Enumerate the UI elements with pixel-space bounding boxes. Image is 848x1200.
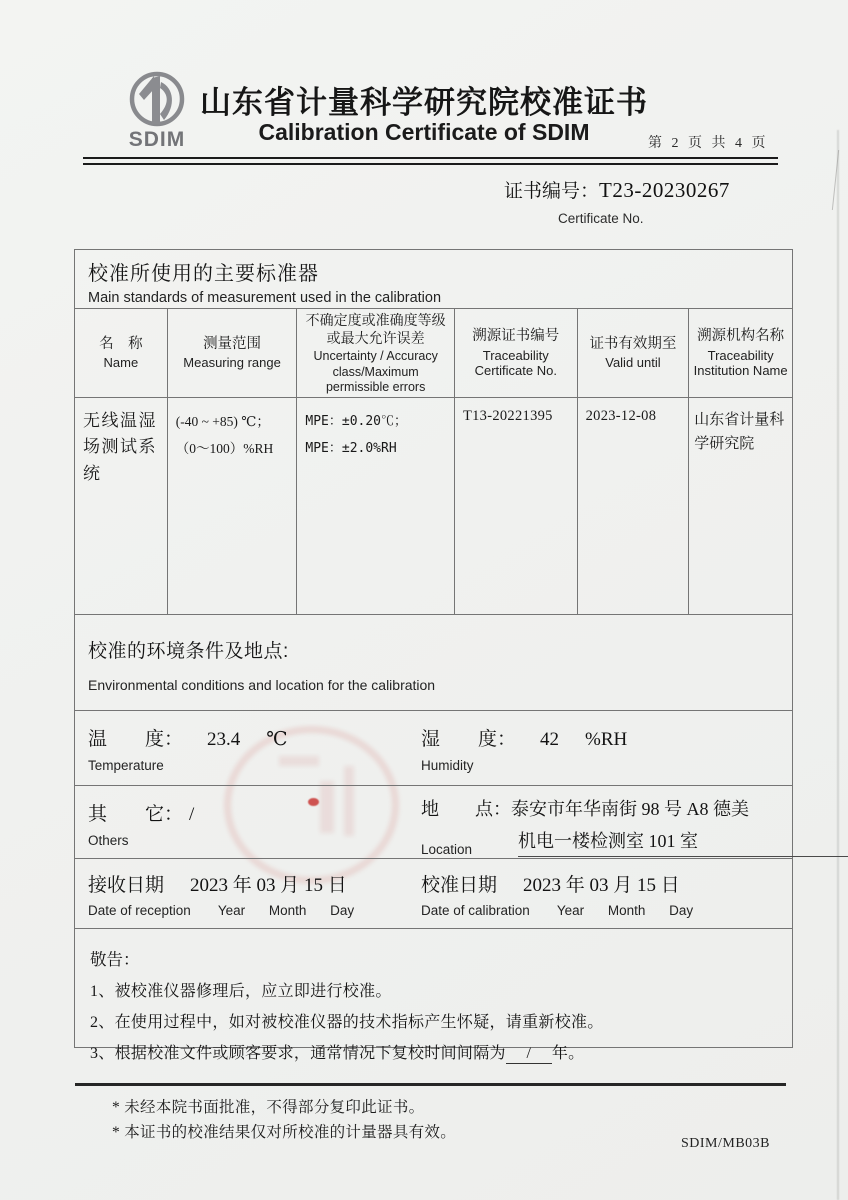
reception-date-line: [88, 870, 354, 897]
environment-title-en: Environmental conditions and location for the calibration: [88, 677, 436, 693]
column-header-institution-zh: 溯源机构名称: [697, 327, 785, 344]
reception-date-sub: [88, 903, 354, 918]
column-header-traceability-no-en: Traceability Certificate No.: [474, 347, 557, 379]
header-double-rule: [83, 157, 778, 165]
calibration-ymd-en: Year Month Day: [556, 903, 694, 918]
standards-section-header: [75, 250, 792, 309]
calibration-date-sub: [421, 903, 781, 918]
form-code: SDIM/MB03B: [681, 1136, 771, 1151]
footer-note-2: * 本证书的校准结果仅对所校准的计量器具有效。: [112, 1124, 457, 1141]
notice-item-2: 2、在使用过程中，如对被校准仪器的技术指标产生怀疑，请重新校准。: [90, 1014, 604, 1031]
standards-table-header-row: [75, 309, 792, 398]
range-line-2: （0～100）%RH: [175, 441, 274, 456]
location-value-line1: 泰安市年华南街 98 号 A8 德美: [511, 799, 749, 819]
page-title-en: Calibration Certificate of SDIM: [258, 119, 590, 145]
cell-traceability-no: T13-20221395: [455, 398, 578, 614]
calibration-date-line: [421, 870, 781, 897]
range-line-1: (-40 ~ +85) ℃；: [175, 414, 270, 429]
calibration-date-block: [421, 870, 781, 918]
humidity-unit: %RH: [585, 729, 628, 750]
footer-rule: [75, 1083, 786, 1086]
temperature-block: [88, 724, 288, 773]
humidity-label-zh: 湿 度：: [421, 729, 517, 750]
calibration-date-label-en: Date of calibration: [421, 903, 530, 918]
location-value-line2: 机电一楼检测室 101 室: [518, 827, 848, 857]
footer-notes: [112, 1095, 456, 1145]
reception-date-label-zh: 接收日期: [88, 875, 165, 896]
cell-institution: 山东省计量科学研究院: [694, 412, 785, 452]
column-header-valid-until: [578, 309, 690, 397]
humidity-value: 42: [540, 729, 560, 750]
page-title-zh: 山东省计量科学研究院校准证书: [200, 85, 648, 120]
temperature-unit: ℃: [266, 729, 288, 750]
logo-text: SDIM: [128, 128, 186, 151]
reception-date-value: 2023 年 03 月 15 日: [190, 875, 347, 896]
dates-row: [75, 859, 792, 929]
others-block: [88, 799, 194, 848]
location-label-en: Location: [421, 842, 473, 857]
column-header-traceability-no-zh: 溯源证书编号: [472, 327, 560, 344]
column-header-uncertainty: [297, 309, 455, 397]
temperature-line: [88, 724, 288, 751]
others-line: [88, 799, 194, 826]
column-header-name-en: Name: [103, 355, 139, 371]
temperature-label-zh: 温 度：: [88, 729, 184, 750]
temperature-humidity-row: [75, 711, 792, 786]
column-header-valid-until-en: Valid until: [605, 355, 661, 371]
temperature-label-en: Temperature: [88, 758, 164, 773]
others-value: /: [189, 804, 195, 825]
cell-standard-name: 无线温湿场测试系统: [75, 398, 168, 614]
others-label-zh: 其 它：: [88, 804, 184, 825]
standards-title-en: Main standards of measurement used in the calibration: [88, 290, 442, 306]
notice-item-3-suffix: 年。: [551, 1045, 585, 1062]
column-header-name-zh: 名 称: [99, 335, 143, 352]
column-header-institution-en: Traceability Institution Name: [693, 347, 788, 379]
humidity-label-en: Humidity: [421, 758, 474, 773]
certificate-number-line: [504, 176, 730, 203]
calibration-date-value: 2023 年 03 月 15 日: [523, 875, 680, 896]
calibration-form-table: [74, 249, 793, 1062]
location-line-2: [421, 827, 848, 857]
mpe-line-1: MPE：±0.20℃；: [305, 414, 408, 429]
standards-title-zh: 校准所使用的主要标准器: [88, 263, 319, 285]
others-label-en: Others: [88, 833, 129, 848]
environment-section-header: [75, 615, 792, 711]
column-header-name: [75, 309, 168, 397]
reception-date-label-en: Date of reception: [88, 903, 191, 918]
certificate-number-label: 证书编号：: [504, 181, 600, 202]
location-label-zh: 地 点：: [421, 799, 511, 819]
notice-item-3-prefix: 3、根据校准文件或顾客要求，通常情况下复校时间间隔为: [90, 1045, 506, 1062]
certificate-number-label-en: Certificate No.: [558, 211, 644, 226]
reception-date-block: [88, 870, 354, 918]
cell-measuring-range: [168, 398, 298, 614]
column-header-uncertainty-zh: 不确定度或准确度等级或最大允许误差: [305, 311, 446, 347]
paper-edge-notch: [832, 150, 847, 210]
certificate-number-value: T23-20230267: [599, 178, 730, 202]
column-header-traceability-no: [455, 309, 578, 397]
location-line-1: [421, 795, 781, 821]
footer-note-1: * 未经本院书面批准，不得部分复印此证书。: [112, 1099, 425, 1116]
column-header-range-zh: 测量范围: [203, 335, 262, 352]
reception-ymd-en: Year Month Day: [217, 903, 355, 918]
environment-title-zh: 校准的环境条件及地点:: [88, 641, 289, 662]
paper-crease: [837, 130, 839, 1200]
notice-item-3-blank: /: [506, 1046, 552, 1064]
location-block: [421, 795, 781, 857]
notice-section: [75, 929, 792, 1062]
standards-table-data-row: [75, 398, 792, 615]
cell-mpe: [297, 398, 455, 614]
calibration-date-label-zh: 校准日期: [421, 875, 498, 896]
notice-item-1: 1、被校准仪器修理后，应立即进行校准。: [90, 983, 392, 1000]
column-header-uncertainty-en: Uncertainty / Accuracy class/Maximum permissible errors: [313, 349, 438, 394]
temperature-value: 23.4: [207, 729, 241, 750]
humidity-block: [421, 724, 781, 773]
column-header-range-en: Measuring range: [183, 355, 281, 371]
others-location-row: [75, 786, 792, 859]
column-header-institution: [689, 309, 792, 397]
column-header-range: [168, 309, 298, 397]
humidity-line: [421, 724, 781, 751]
notice-item-3: [90, 1040, 777, 1064]
column-header-valid-until-zh: 证书有效期至: [589, 335, 677, 352]
mpe-line-2: MPE：±2.0%RH: [305, 441, 397, 457]
cell-valid-until: 2023-12-08: [578, 398, 690, 614]
page-indicator: 第 2 页 共 4 页: [648, 136, 769, 151]
notice-title: 敬告：: [90, 950, 140, 969]
